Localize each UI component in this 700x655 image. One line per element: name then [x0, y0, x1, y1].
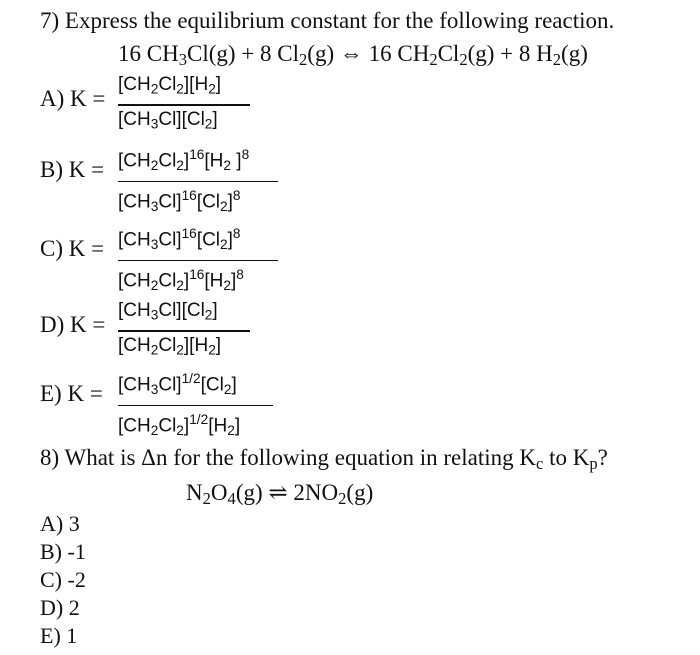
reaction-equation: 16 $CH_3Cl(g) + 8$ $Cl_2(g)$ ⇔ 16 $CH_2Cl_2(g) + 8$ $H_2(g)$: [118, 41, 588, 70]
question-number: 7): [40, 8, 60, 33]
numerator: $[CH_2Cl_2][H_2]$: [118, 74, 222, 97]
fraction-bar: [118, 181, 278, 183]
option-c-fraction: [118, 223, 293, 297]
equilibrium-arrow: ⇔: [339, 41, 363, 66]
fraction-bar: [118, 330, 250, 332]
numerator: $[CH_3Cl]^{16}[Cl_2]^8$: [118, 226, 241, 252]
option-a-fraction: [118, 74, 293, 135]
option-c-label: C) K =: [40, 236, 105, 261]
denominator: $[CH_3Cl][Cl_2]$: [118, 108, 218, 132]
option-d-fraction: [118, 300, 293, 361]
option-b-label: B) K =: [40, 157, 105, 182]
fraction-bar: [118, 104, 250, 106]
denominator: $[CH_2Cl_2]^{16}[H_2]^8$: [118, 267, 244, 294]
numerator: $[CH_3Cl]^{1/2}[Cl_2]$: [118, 371, 237, 397]
denominator: $[CH_2Cl_2]^{1/2}[H_2]$: [118, 412, 241, 439]
q8-option-b: B) -1: [40, 539, 86, 564]
q8-option-c: C) -2: [40, 567, 86, 592]
denominator: $[CH_2Cl_2][H_2]$: [118, 334, 222, 358]
option-e-fraction: [118, 368, 293, 442]
numerator: $[CH_3Cl][Cl_2]$: [118, 300, 218, 323]
q8-option-a: A) 3: [40, 511, 80, 536]
numerator: $[CH_2Cl_2]^{16}[H_2$ ]$^8$: [118, 147, 250, 173]
option-d-label: D) K =: [40, 312, 106, 337]
option-b-fraction: [118, 144, 293, 218]
question-text: Express the equilibrium constant for the following reaction.: [64, 8, 615, 33]
question-number: 8): [40, 445, 60, 470]
question-7: [40, 8, 614, 34]
q8-option-d: D) 2: [40, 595, 80, 620]
q8-equation: $N_2O_4(g)$ ⇌ $2NO_2(g)$: [186, 480, 374, 509]
fraction-bar: [118, 260, 278, 262]
denominator: $[CH_3Cl]^{16}[Cl_2]^8$: [118, 188, 241, 215]
option-a-label: A) K =: [40, 86, 106, 111]
q8-option-e: E) 1: [40, 623, 78, 648]
option-e-label: E) K =: [40, 381, 103, 406]
question-8: 8) What is Δn for the following equation in relating $K_c$ to $K_p$?: [40, 445, 608, 474]
fraction-bar: [118, 405, 273, 407]
